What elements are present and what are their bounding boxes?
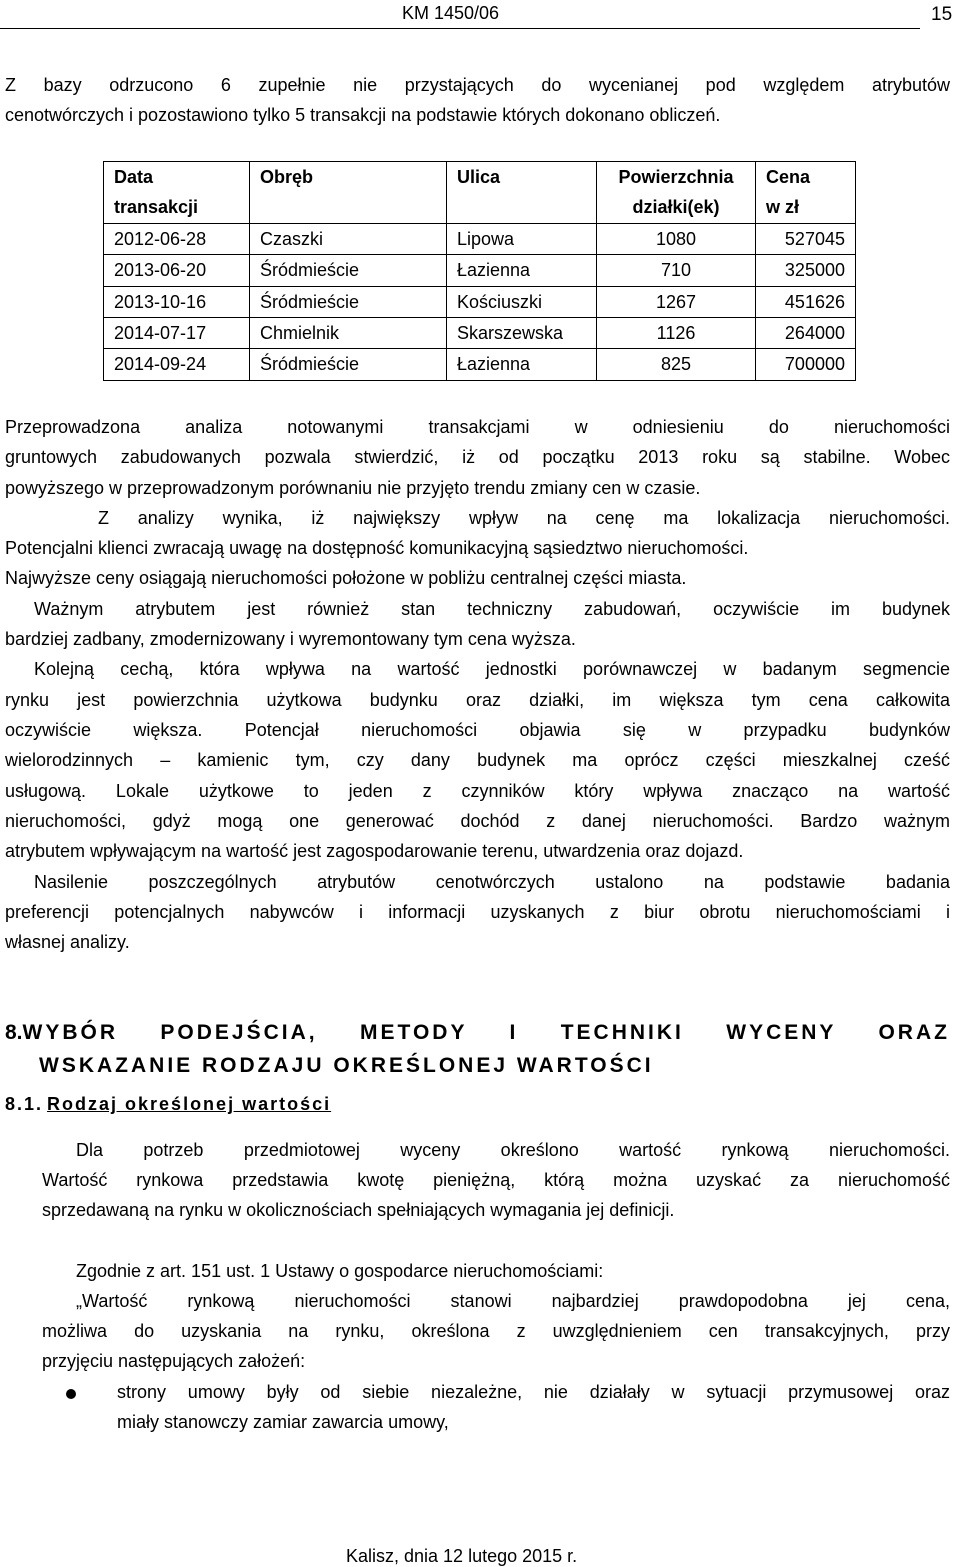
cell-area: Chmielnik <box>250 318 447 349</box>
analysis-line: usługową. Lokale użytkowe to jeden z czynników który wpływa znacząco na wartość <box>5 781 950 801</box>
analysis-line: nieruchomości, gdyż mogą one generować dochód z danej nieruchomości. Bardzo ważnym <box>5 811 950 831</box>
analysis-line: Przeprowadzona analiza notowanymi transakcjami w odniesieniu do nieruchomości <box>5 417 950 437</box>
cell-area: Śródmieście <box>250 349 447 380</box>
cell-area: Śródmieście <box>250 286 447 317</box>
analysis-line: atrybutem wpływającym na wartość jest zagospodarowanie terenu, utwardzenia oraz dojazd. <box>5 841 744 861</box>
cell-price: 527045 <box>756 223 856 254</box>
analysis-line: Z analizy wynika, iż największy wpływ na cenę ma lokalizacja nieruchomości. <box>98 508 950 528</box>
header-price: Cena w zł <box>756 162 856 224</box>
cell-date: 2014-07-17 <box>104 318 250 349</box>
analysis-line: wielorodzinnych – kamienic tym, czy dany budynek ma oprócz części mieszkalnej cześć <box>5 750 950 770</box>
law-quote-line: „Wartość rynkową nieruchomości stanowi najbardziej prawdopodobna jej cena, <box>76 1291 950 1311</box>
cell-street: Skarszewska <box>447 318 597 349</box>
analysis-line: Potencjalni klienci zwracają uwagę na dostępność komunikacyjną sąsiedztwo nieruchomości. <box>5 538 749 558</box>
analysis-line: oczywiście większa. Potencjał nieruchomości objawia się w przypadku budynków <box>5 720 950 740</box>
cell-date: 2012-06-28 <box>104 223 250 254</box>
analysis-line: rynku jest powierzchnia użytkowa budynku oraz działki, im większa tym cena całkowita <box>5 690 950 710</box>
cell-street: Łazienna <box>447 349 597 380</box>
footer-date: Kalisz, dnia 12 lutego 2015 r. <box>346 1546 578 1566</box>
analysis-line: bardziej zadbany, zmodernizowany i wyremontowany tym cena wyższa. <box>5 629 576 649</box>
bullet-item-line: miały stanowczy zamiar zawarcia umowy, <box>117 1412 449 1432</box>
cell-date: 2013-06-20 <box>104 255 250 286</box>
header-date: Data transakcji <box>104 162 250 224</box>
cell-size: 1267 <box>597 286 756 317</box>
table-row <box>104 286 856 317</box>
cell-date: 2014-09-24 <box>104 349 250 380</box>
section-8-1-title: Rodzaj określonej wartości <box>47 1094 332 1114</box>
header-area: Obręb <box>250 162 447 224</box>
cell-price: 264000 <box>756 318 856 349</box>
analysis-line: gruntowych zabudowanych pozwala stwierdzić, iż od początku 2013 roku są stabilne. Wobec <box>5 447 950 467</box>
analysis-line: Nasilenie poszczególnych atrybutów cenotwórczych ustalono na podstawie badania <box>34 872 950 892</box>
law-quote-line: możliwa do uzyskania na rynku, określona z uwzględnieniem cen transakcyjnych, przy <box>42 1321 950 1341</box>
analysis-line: własnej analizy. <box>5 932 130 952</box>
cell-price: 700000 <box>756 349 856 380</box>
analysis-line: powyższego w przeprowadzonym porównaniu nie przyjęto trendu zmiany cen w czasie. <box>5 478 701 498</box>
section-8-1-heading <box>5 1094 331 1115</box>
cell-size: 825 <box>597 349 756 380</box>
table-row <box>104 255 856 286</box>
cell-area: Czaszki <box>250 223 447 254</box>
cell-street: Łazienna <box>447 255 597 286</box>
table-header-row <box>104 162 856 224</box>
intro-line-2: cenotwórczych i pozostawiono tylko 5 transakcji na podstawie których dokonano obliczeń. <box>5 105 721 125</box>
cell-street: Kościuszki <box>447 286 597 317</box>
cell-street: Lipowa <box>447 223 597 254</box>
bullet-item-line: strony umowy były od siebie niezależne, nie działały w sytuacji przymusowej oraz <box>117 1382 950 1402</box>
page-number: 15 <box>931 4 953 25</box>
value-text-line: Dla potrzeb przedmiotowej wyceny określono wartość rynkową nieruchomości. <box>76 1140 950 1160</box>
table-row <box>104 223 856 254</box>
transactions-table <box>103 161 856 381</box>
cell-price: 451626 <box>756 286 856 317</box>
analysis-line: Najwyższe ceny osiągają nieruchomości położone w pobliżu centralnej części miasta. <box>5 568 687 588</box>
table-row <box>104 349 856 380</box>
analysis-line: Ważnym atrybutem jest również stan techniczny zabudowań, oczywiście im budynek <box>34 599 950 619</box>
header-size: Powierzchnia działki(ek) <box>597 162 756 224</box>
cell-size: 1126 <box>597 318 756 349</box>
intro-line-1: Z bazy odrzucono 6 zupełnie nie przystających do wycenianej pod względem atrybutów <box>5 75 950 95</box>
cell-price: 325000 <box>756 255 856 286</box>
section-8-1-number: 8.1. <box>5 1094 44 1114</box>
header-street: Ulica <box>447 162 597 224</box>
cell-date: 2013-10-16 <box>104 286 250 317</box>
law-intro: Zgodnie z art. 151 ust. 1 Ustawy o gospodarce nieruchomościami: <box>76 1261 604 1281</box>
cell-size: 1080 <box>597 223 756 254</box>
section-8-number: 8. <box>5 1021 23 1044</box>
analysis-line: Kolejną cechą, która wpływa na wartość jednostki porównawczej w badanym segmencie <box>34 659 950 679</box>
cell-area: Śródmieście <box>250 255 447 286</box>
law-quote-line: przyjęciu następujących założeń: <box>42 1351 306 1371</box>
bullet-icon <box>66 1389 76 1399</box>
value-text-line: Wartość rynkowa przedstawia kwotę pieniężną, którą można uzyskać za nieruchomość <box>42 1170 950 1190</box>
analysis-line: preferencji potencjalnych nabywców i informacji uzyskanych z biur obrotu nieruchomościami i <box>5 902 950 922</box>
header-rule <box>0 28 920 29</box>
table-row <box>104 318 856 349</box>
value-text-line: sprzedawaną na rynku w okolicznościach spełniających wymagania jej definicji. <box>42 1200 675 1220</box>
cell-size: 710 <box>597 255 756 286</box>
document-reference: KM 1450/06 <box>402 3 500 23</box>
section-8-heading: 8.WYBÓR PODEJŚCIA, METODY I TECHNIKI WYCENY ORAZ WSKAZANIE RODZAJU OKREŚLONEJ WARTOŚCI <box>5 1021 950 1077</box>
